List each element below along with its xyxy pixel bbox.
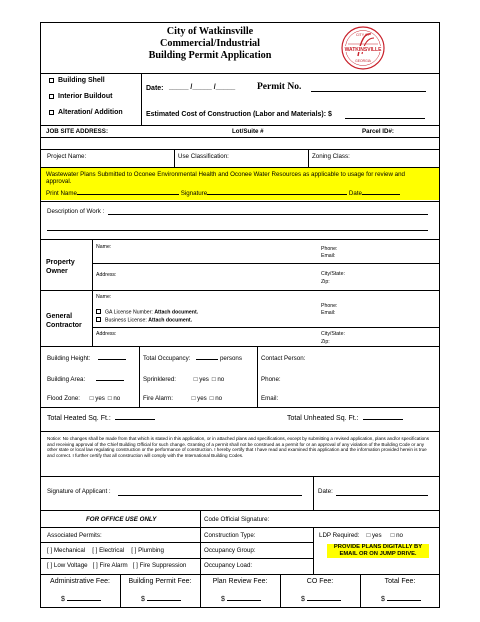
permit-checks-row-2[interactable]: [ ] Low Voltage [ ] Fire Alarm [ ] Fire Suppression: [47, 562, 187, 569]
ldp-required-field[interactable]: LDP Required: □ yes □ no: [319, 532, 403, 539]
checkbox-icon[interactable]: [96, 309, 101, 314]
permit-checks-row-1[interactable]: [ ] Mechanical [ ] Electrical [ ] Plumbing: [47, 547, 164, 554]
title-line-1: City of Watkinsville: [166, 26, 254, 37]
permit-no-label: Permit No.: [257, 82, 302, 92]
administrative-fee-field[interactable]: $: [61, 596, 101, 605]
contact-email-label[interactable]: Email:: [261, 395, 279, 402]
applicant-date-label: Date:: [318, 488, 333, 495]
parcel-id-label: Parcel ID#:: [362, 128, 394, 135]
description-line-2[interactable]: [47, 230, 428, 231]
project-name-label[interactable]: Project Name:: [47, 153, 87, 160]
wastewater-signature-label: Signature: [180, 190, 208, 197]
flood-zone-field[interactable]: Flood Zone: □ yes □ no: [47, 395, 121, 402]
fire-alarm-field[interactable]: Fire Alarm: □ yes □ no: [143, 395, 223, 402]
permit-type-interior-buildout[interactable]: Interior Buildout: [49, 93, 112, 102]
contractor-name-label[interactable]: Name:: [96, 294, 112, 300]
building-permit-fee-field[interactable]: $: [141, 596, 181, 605]
estimated-cost-label: Estimated Cost of Construction (Labor and Materials): $: [146, 111, 332, 118]
description-label: Description of Work :: [47, 208, 105, 215]
checkbox-icon[interactable]: [49, 110, 54, 115]
contractor-email-label[interactable]: Email:: [321, 310, 336, 316]
checkbox-icon[interactable]: [49, 78, 54, 83]
building-permit-fee-label: Building Permit Fee:: [128, 578, 192, 585]
date-blanks[interactable]: _____ /_____ /_____: [169, 84, 236, 91]
applicant-signature-label: Signature of Applicant :: [47, 488, 111, 495]
contact-phone-label[interactable]: Phone:: [261, 376, 281, 383]
owner-email-label[interactable]: Email:: [321, 253, 336, 259]
zoning-class-label[interactable]: Zoning Class:: [312, 153, 350, 160]
permit-no-field[interactable]: [311, 91, 426, 92]
total-heated-sqft[interactable]: Total Heated Sq. Ft.:: [47, 415, 155, 424]
office-use-heading: FOR OFFICE USE ONLY: [86, 516, 157, 523]
wastewater-notice-text: Wastewater Plans Submitted to Oconee Environmental Health and Oconee Water Resources as applicable to usage for review and approval.: [46, 171, 405, 186]
building-area-label[interactable]: Building Area:: [47, 376, 124, 383]
contractor-address-label[interactable]: Address:: [96, 331, 117, 337]
owner-phone-label[interactable]: Phone:: [321, 246, 338, 252]
contractor-phone-label[interactable]: Phone:: [321, 303, 338, 309]
plan-review-fee-label: Plan Review Fee:: [212, 578, 268, 585]
associated-permits-label: Associated Permits:: [47, 532, 102, 539]
use-classification-label[interactable]: Use Classification:: [178, 153, 229, 160]
wastewater-sign-line[interactable]: [46, 190, 436, 197]
lot-suite-label: Lot/Suite #: [232, 128, 264, 135]
owner-zip-label[interactable]: Zip:: [321, 279, 330, 285]
ga-license-line[interactable]: GA License Number: Attach document.: [96, 309, 198, 316]
permit-type-alteration[interactable]: Alteration/ Addition: [49, 109, 123, 118]
co-fee-field[interactable]: $: [301, 596, 341, 605]
job-site-address-label: JOB SITE ADDRESS:: [46, 128, 108, 135]
general-contractor-heading: General Contractor: [46, 313, 82, 329]
applicant-date-field[interactable]: [336, 495, 428, 496]
seal-middle-text: WATKINSVILLE: [344, 47, 382, 53]
date-label: Date:: [146, 85, 164, 92]
contractor-citystate-label[interactable]: City/State:: [321, 331, 345, 337]
city-seal: [338, 24, 388, 72]
owner-name-label[interactable]: Name:: [96, 244, 112, 250]
code-official-signature-label[interactable]: Code Official Signature:: [204, 516, 270, 523]
plan-review-fee-field[interactable]: $: [221, 596, 261, 605]
title-line-3: Building Permit Application: [148, 50, 272, 61]
seal-bottom-text: GEORGIA: [355, 59, 371, 63]
contact-person-label[interactable]: Contact Person:: [261, 355, 306, 362]
property-owner-heading: Property Owner: [46, 259, 75, 275]
owner-citystate-label[interactable]: City/State:: [321, 271, 345, 277]
total-unheated-sqft[interactable]: Total Unheated Sq. Ft.:: [287, 415, 403, 424]
estimated-cost-field[interactable]: [345, 118, 425, 119]
print-name-label: Print Name: [46, 190, 77, 197]
building-height-label[interactable]: Building Height:: [47, 355, 126, 362]
description-line-1[interactable]: [108, 214, 428, 215]
occupancy-load-label[interactable]: Occupancy Load:: [204, 562, 253, 569]
provide-plans-note: PROVIDE PLANS DIGITALLY BY EMAIL OR ON JUMP DRIVE.: [327, 544, 429, 558]
total-fee-field[interactable]: $: [381, 596, 421, 605]
co-fee-label: CO Fee:: [306, 578, 334, 585]
checkbox-icon[interactable]: [96, 317, 101, 322]
owner-address-label[interactable]: Address:: [96, 272, 117, 278]
applicant-signature-field[interactable]: [118, 495, 302, 496]
business-license-line[interactable]: Business License: Attach document.: [96, 317, 192, 324]
total-fee-label: Total Fee:: [384, 578, 416, 585]
permit-type-building-shell[interactable]: Building Shell: [49, 77, 105, 86]
sprinklered-field[interactable]: Sprinklered: □ yes □ no: [143, 376, 225, 383]
checkbox-icon[interactable]: [49, 94, 54, 99]
administrative-fee-label: Administrative Fee:: [50, 578, 110, 585]
title-line-2: Commercial/Industrial: [160, 38, 260, 49]
notice-text: Notice: No changes shall be made from that which is stated in this application, or in attached plans and specifications, except by submitting a revised application, plans and/or specifications and receiving approval of the Chief Building Official for such change. Granting of a permit shall not be construed as a permit for or an approval of any violation of the Building Code or any other state or local law regulating construction or the performance of construction. I hereby certify that I have read and examined this application and the information provided herein is true and correct. I further certify that all construction will comply with the International Building Codes.: [47, 436, 430, 458]
contractor-zip-label[interactable]: Zip:: [321, 339, 330, 345]
total-occupancy-field[interactable]: Total Occupancy: persons: [143, 355, 242, 362]
seal-top-text: CITY OF: [355, 33, 371, 37]
construction-type-label[interactable]: Construction Type:: [204, 532, 256, 539]
wastewater-date-label: Date: [348, 190, 362, 197]
occupancy-group-label[interactable]: Occupancy Group:: [204, 547, 256, 554]
